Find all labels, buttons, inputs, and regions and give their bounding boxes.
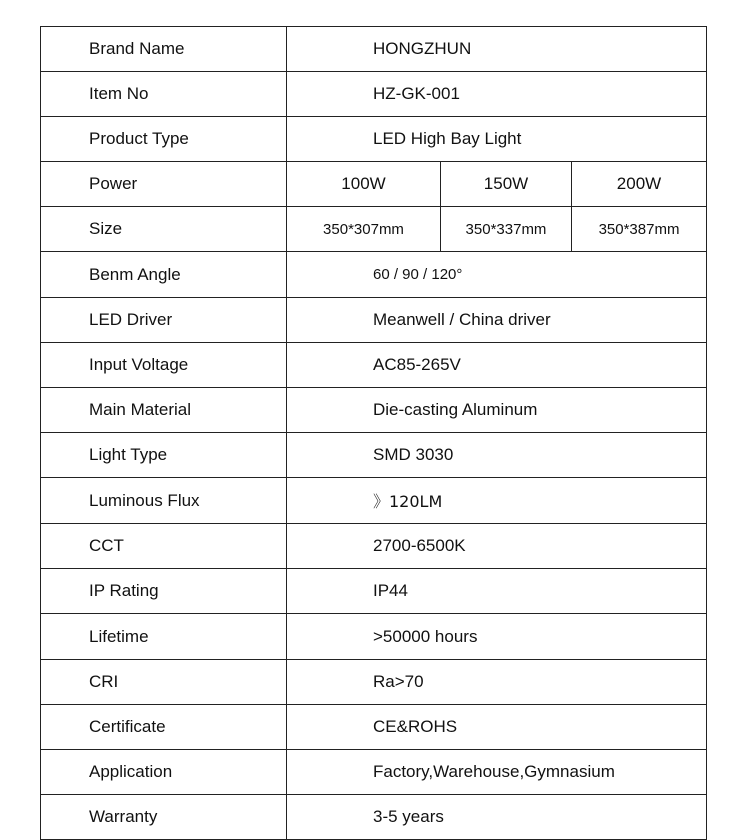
spec-label: Main Material xyxy=(41,388,287,433)
spec-value: >50000 hours xyxy=(287,614,707,660)
spec-size-150w: 350*337mm xyxy=(441,207,572,252)
spec-value: Meanwell / China driver xyxy=(287,298,707,343)
spec-label: Power xyxy=(41,162,287,207)
spec-value: LED High Bay Light xyxy=(287,117,707,162)
spec-row-ip-rating xyxy=(41,569,707,614)
spec-row-cct xyxy=(41,524,707,569)
spec-label: Luminous Flux xyxy=(41,478,287,524)
spec-value: HZ-GK-001 xyxy=(287,72,707,117)
spec-row-luminous-flux xyxy=(41,478,707,524)
spec-power-150w: 150W xyxy=(441,162,572,207)
spec-row-certificate xyxy=(41,705,707,750)
spec-row-warranty xyxy=(41,795,707,840)
spec-label: LED Driver xyxy=(41,298,287,343)
spec-size-100w: 350*307mm xyxy=(287,207,441,252)
spec-value: AC85-265V xyxy=(287,343,707,388)
spec-row-size xyxy=(41,207,707,252)
spec-table xyxy=(40,26,707,840)
spec-row-input-voltage xyxy=(41,343,707,388)
spec-label: Brand Name xyxy=(41,27,287,72)
spec-label: Size xyxy=(41,207,287,252)
spec-value: 2700-6500K xyxy=(287,524,707,569)
spec-row-cri xyxy=(41,660,707,705)
spec-row-lifetime xyxy=(41,614,707,660)
spec-row-light-type xyxy=(41,433,707,478)
spec-row-power xyxy=(41,162,707,207)
spec-row-application xyxy=(41,750,707,795)
spec-value: Ra>70 xyxy=(287,660,707,705)
spec-row-product-type xyxy=(41,117,707,162)
spec-row-beam-angle xyxy=(41,252,707,298)
spec-label: Certificate xyxy=(41,705,287,750)
spec-label: Item No xyxy=(41,72,287,117)
spec-value: 3-5 years xyxy=(287,795,707,840)
spec-power-200w: 200W xyxy=(572,162,707,207)
spec-label: Benm Angle xyxy=(41,252,287,298)
spec-label: Application xyxy=(41,750,287,795)
spec-value: SMD 3030 xyxy=(287,433,707,478)
spec-size-200w: 350*387mm xyxy=(572,207,707,252)
spec-value: Die-casting Aluminum xyxy=(287,388,707,433)
spec-label: Warranty xyxy=(41,795,287,840)
spec-value: Factory,Warehouse,Gymnasium xyxy=(287,750,707,795)
spec-value: 》120LM xyxy=(287,478,707,524)
spec-value: 60 / 90 / 120° xyxy=(287,252,707,298)
spec-value: CE&ROHS xyxy=(287,705,707,750)
spec-power-100w: 100W xyxy=(287,162,441,207)
spec-row-brand-name xyxy=(41,27,707,72)
spec-label: Light Type xyxy=(41,433,287,478)
spec-label: CCT xyxy=(41,524,287,569)
spec-label: Product Type xyxy=(41,117,287,162)
spec-value: HONGZHUN xyxy=(287,27,707,72)
spec-row-item-no xyxy=(41,72,707,117)
spec-label: Lifetime xyxy=(41,614,287,660)
spec-label: CRI xyxy=(41,660,287,705)
spec-value: IP44 xyxy=(287,569,707,614)
spec-label: IP Rating xyxy=(41,569,287,614)
spec-row-led-driver xyxy=(41,298,707,343)
spec-row-main-material xyxy=(41,388,707,433)
spec-label: Input Voltage xyxy=(41,343,287,388)
